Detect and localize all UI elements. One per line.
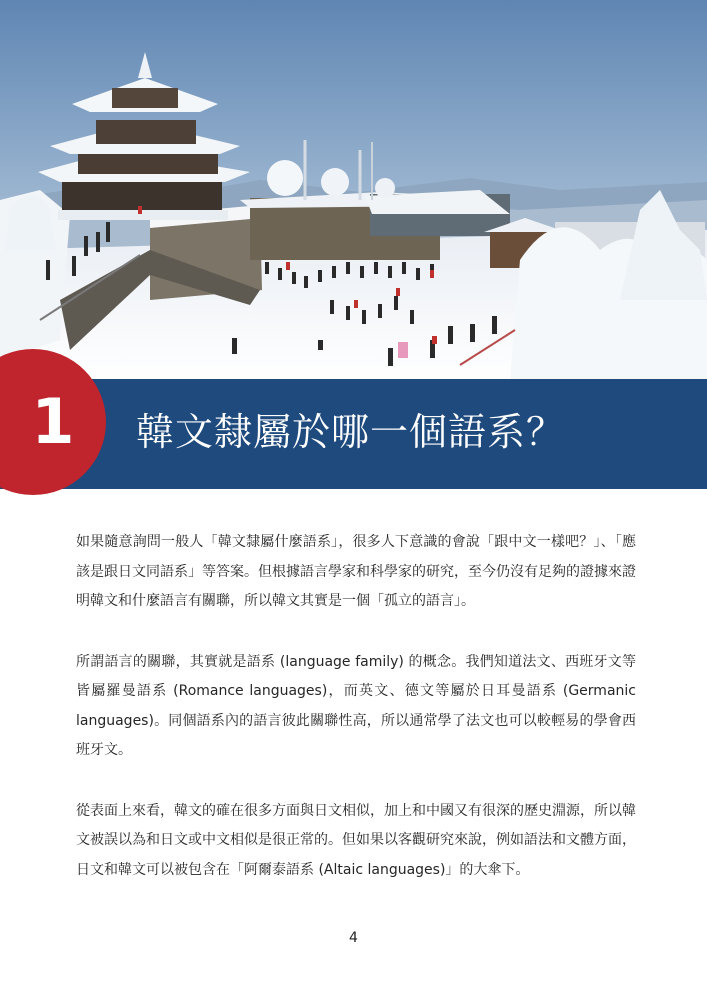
paragraph: 從表面上來看，韓文的確在很多方面與日文相似，加上和中國又有很深的歷史淵源，所以韓文被誤以為和日文或中文相似是很正常的。但如果以客觀研究來說，例如語法和文體方面，日文和韓文可以被包含在「阿爾泰語系 (Altaic languages)」的大傘下。: [76, 802, 636, 878]
hero-photo: [0, 0, 707, 380]
snowy-pavilion-scene: [0, 0, 707, 380]
body-text: [76, 528, 636, 916]
paragraph: 如果隨意詢問一般人「韓文隸屬什麼語系」，很多人下意識的會說「跟中文一樣吧？」、「應該是跟日文同語系」等答案。但根據語言學家和科學家的研究，至今仍沒有足夠的證據來證明韓文和什麼語言有關聯，所以韓文其實是一個「孤立的語言」。: [76, 534, 636, 609]
paragraph: 所謂語言的關聯，其實就是語系 (language family) 的概念。我們知道法文、西班牙文等皆屬羅曼語系 (Romance languages)，而英文、德文等屬於日耳曼語系 (Germanic languages)。同個語系內的語言彼此關聯性高，所以通常學了法文也可以較輕易的學會西班牙文。: [76, 653, 636, 758]
page-number: 4: [349, 930, 358, 946]
chapter-number: 1: [31, 385, 75, 458]
chapter-title: 韓文隸屬於哪一個語系？: [136, 410, 566, 454]
